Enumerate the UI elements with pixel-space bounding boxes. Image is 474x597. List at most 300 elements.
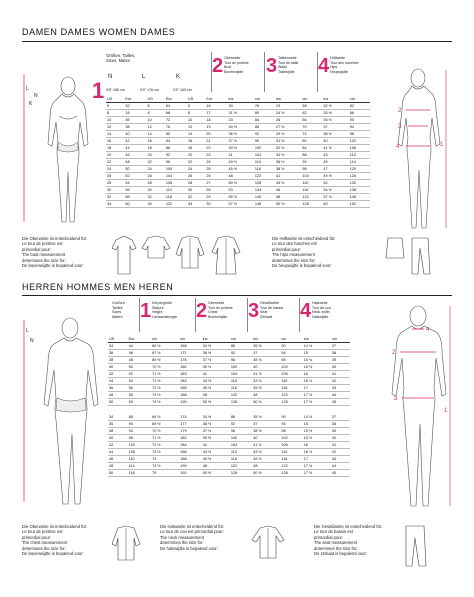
table-spacer-row xyxy=(108,406,350,414)
divider xyxy=(317,52,318,92)
table-cell: 24 xyxy=(147,166,165,173)
caption-line: Le tour de cou est primordial pour: xyxy=(160,529,224,535)
table-cell: 110 xyxy=(280,448,302,455)
table-row xyxy=(108,399,350,406)
table-cell: 53 xyxy=(228,187,254,194)
caption-line: De zitmaat is bepalend voor: xyxy=(314,551,368,557)
table-cell: 17 xyxy=(303,455,331,462)
table-cell: cm xyxy=(280,336,302,343)
measure-line: Gesäßweite xyxy=(260,301,280,305)
table-row xyxy=(108,462,350,469)
table-cell: 122 xyxy=(280,462,302,469)
table-row xyxy=(106,131,370,138)
table-cell: 94 xyxy=(349,124,370,131)
table-cell: 39 ½ xyxy=(202,364,230,371)
table-cell: 80 xyxy=(165,131,187,138)
table-cell: 92 xyxy=(230,350,252,357)
svg-text:1: 1 xyxy=(440,142,444,148)
table-cell: ins xyxy=(228,96,254,103)
table-cell: 80 xyxy=(301,138,322,145)
measure-line: Oberweite xyxy=(208,301,225,305)
table-cell: 28 xyxy=(205,187,227,194)
table-cell: 60 xyxy=(128,399,152,406)
table-cell: 43 ½ xyxy=(252,378,280,385)
table-cell: 98 xyxy=(280,427,302,434)
table-cell: 48 xyxy=(124,159,146,166)
table-cell: 50 xyxy=(108,469,128,476)
table-cell: 31 ½ xyxy=(228,110,254,117)
men-front-figure xyxy=(22,312,106,510)
women-caption-bust xyxy=(22,236,87,268)
table-cell: 22 xyxy=(205,145,227,152)
table-cell: 86 xyxy=(349,110,370,117)
table-cell: 92 xyxy=(165,152,187,159)
table-cell: 152 xyxy=(349,201,370,208)
table-cell: 46 xyxy=(128,350,152,357)
women-size-table xyxy=(106,96,370,208)
table-cell: 40 xyxy=(331,434,350,441)
svg-text:3: 3 xyxy=(394,396,398,402)
table-cell: 183 xyxy=(179,378,201,385)
divider xyxy=(211,52,212,92)
table-cell: 34 ½ xyxy=(275,152,301,159)
table-cell: 28 xyxy=(187,180,205,187)
table-cell: 96 xyxy=(254,138,275,145)
women-title-rule xyxy=(22,41,452,42)
skirt-icon xyxy=(386,238,404,258)
table-cell: 110 xyxy=(280,378,302,385)
table-cell: 96 xyxy=(230,427,252,434)
caption-line: Die Hüftweite ist entscheidend für: xyxy=(272,236,336,241)
men-garments-seat xyxy=(402,524,442,568)
table-cell: US xyxy=(106,96,124,103)
table-cell: 8 xyxy=(106,110,124,117)
table-cell: 28 xyxy=(106,180,124,187)
table-cell: 41 xyxy=(275,173,301,180)
table-cell: 42 xyxy=(331,448,350,455)
women-caption-hips xyxy=(272,236,336,268)
table-cell: 30 xyxy=(205,201,227,208)
table-cell: 45 ½ xyxy=(252,385,280,392)
caption-line: The neck measurement xyxy=(160,534,204,540)
table-cell: 70 ½ xyxy=(151,364,179,371)
table-cell: 104 xyxy=(230,441,252,448)
table-row xyxy=(106,138,370,145)
table-cell: 41 xyxy=(331,441,350,448)
table-cell: 41 ½ xyxy=(252,441,280,448)
table-cell: 22 xyxy=(147,159,165,166)
measure-line: Zitmaat xyxy=(260,314,272,319)
table-cell: cm xyxy=(349,96,370,103)
size-header-line: Sizes, Maten xyxy=(106,58,131,63)
table-row xyxy=(108,448,350,455)
table-cell: 15 xyxy=(303,420,331,427)
women-garments-bust xyxy=(112,234,264,276)
trousers-icon xyxy=(406,526,426,566)
measure-line: Tour des hanches xyxy=(330,60,359,65)
table-header-row xyxy=(108,336,350,343)
men-garments-neck xyxy=(252,524,308,564)
measure-line: Taillenweite xyxy=(278,56,297,60)
men-measure-number-2: 2 xyxy=(196,300,208,322)
table-cell: 48 xyxy=(228,173,254,180)
caption-line: primordial pour: xyxy=(22,534,52,540)
table-cell: 38 xyxy=(108,357,128,364)
table-cell: 48 xyxy=(252,462,280,469)
table-cell: 45 xyxy=(322,159,348,166)
table-header-row xyxy=(106,96,370,103)
table-cell: 16 xyxy=(303,371,331,378)
table-cell: 88 xyxy=(230,414,252,421)
table-cell: 43 xyxy=(331,455,350,462)
blouse-icon xyxy=(142,236,170,258)
table-cell: 132 xyxy=(349,180,370,187)
measure-line: Tour de bassin xyxy=(260,305,284,310)
table-cell: 37 ½ xyxy=(228,138,254,145)
measure-line: Körpergröße xyxy=(152,301,173,305)
table-cell: 128 xyxy=(280,469,302,476)
table-cell: 82 xyxy=(349,103,370,110)
table-cell: 50 xyxy=(124,166,146,173)
height-label-n: 5'8" 168 cm xyxy=(106,88,125,92)
size-header-line: Maten xyxy=(112,314,123,319)
size-header-line: Tailles xyxy=(112,305,123,310)
table-cell: 43 ½ xyxy=(202,378,230,385)
table-cell: 176 xyxy=(179,357,201,364)
measure-line: Height xyxy=(152,310,163,315)
table-cell: 122 xyxy=(230,462,252,469)
table-cell: 35 ½ xyxy=(252,343,280,350)
table-cell: 16 xyxy=(187,138,205,145)
caption-line: The chest measurement xyxy=(22,540,68,546)
height-label-k: 5'3" 160 cm xyxy=(173,88,192,92)
table-cell: Eur. xyxy=(124,96,146,103)
measure-line: Chest xyxy=(208,310,218,315)
table-cell: 88 xyxy=(230,343,252,350)
table-cell: 38 xyxy=(108,427,128,434)
caption-line: De bovenwijdte is bepalend voor: xyxy=(22,263,84,269)
caption-line: determines the size for: xyxy=(314,545,358,551)
measure-line: Halswijdte xyxy=(312,314,329,319)
table-cell: 39 xyxy=(331,357,350,364)
table-cell: 14 ½ xyxy=(303,414,331,421)
svg-text:N: N xyxy=(30,338,34,344)
table-cell: 70 ½ xyxy=(151,427,179,434)
table-cell: 41 xyxy=(228,152,254,159)
measure-line: Hüftweite xyxy=(330,56,345,60)
table-cell: 174 xyxy=(179,414,201,421)
table-cell: 17 ½ xyxy=(303,469,331,476)
table-cell: 21 xyxy=(205,138,227,145)
table-cell: 46 xyxy=(108,385,128,392)
table-cell: 126 xyxy=(349,173,370,180)
table-cell: 24 xyxy=(106,166,124,173)
table-cell: 64 xyxy=(165,103,187,110)
table-cell: 44 xyxy=(331,392,350,399)
table-cell: 27 xyxy=(205,180,227,187)
table-cell: 134 xyxy=(254,187,275,194)
table-cell: 50 ½ xyxy=(252,469,280,476)
height-label-l: 5'9" 176 cm xyxy=(140,88,159,92)
table-cell: 24 xyxy=(205,159,227,166)
measure-label-bust xyxy=(224,56,249,74)
men-garments-chest xyxy=(112,524,156,564)
table-cell: 102 xyxy=(128,441,152,448)
table-cell: 72 xyxy=(165,117,187,124)
table-cell: 44 xyxy=(108,378,128,385)
table-cell: 29 ½ xyxy=(275,131,301,138)
table-cell: 34 xyxy=(147,201,165,208)
table-cell: 45 ½ xyxy=(202,385,230,392)
table-cell: 37 xyxy=(252,350,280,357)
table-cell: 24 xyxy=(187,166,205,173)
caption-line: primordial pour: xyxy=(22,246,52,252)
table-cell: 146 xyxy=(349,194,370,201)
table-cell: 42 xyxy=(108,371,128,378)
table-cell: 110 xyxy=(301,180,322,187)
measure-number-1: 1 xyxy=(92,78,105,103)
table-cell: 128 xyxy=(230,399,252,406)
table-cell: 110 xyxy=(254,159,275,166)
table-cell: 128 xyxy=(230,469,252,476)
table-cell: 104 xyxy=(301,173,322,180)
svg-text:1: 1 xyxy=(444,408,448,414)
table-cell: 180 xyxy=(179,364,201,371)
table-row xyxy=(106,166,370,173)
table-cell: 52 xyxy=(322,180,348,187)
svg-text:4: 4 xyxy=(426,327,430,333)
table-cell: 36 xyxy=(108,350,128,357)
measure-line: Halsweite xyxy=(312,301,328,305)
table-cell: 48 xyxy=(128,357,152,364)
table-cell: 40 xyxy=(124,131,146,138)
table-cell: 98 xyxy=(349,131,370,138)
table-cell: 182 xyxy=(179,434,201,441)
table-cell: 34 ½ xyxy=(228,124,254,131)
table-cell: 32 xyxy=(187,194,205,201)
table-cell: 138 xyxy=(349,187,370,194)
table-cell: 15 xyxy=(303,350,331,357)
table-cell: ins xyxy=(151,336,179,343)
table-cell: 67 ½ xyxy=(151,350,179,357)
table-cell: 26 xyxy=(106,173,124,180)
table-cell: 37 ½ xyxy=(202,357,230,364)
table-row xyxy=(108,350,350,357)
table-cell: 34 xyxy=(124,110,146,117)
table-cell: 32 xyxy=(106,194,124,201)
table-cell: 186 xyxy=(179,448,201,455)
table-cell: 122 xyxy=(230,392,252,399)
table-cell: 84 xyxy=(165,138,187,145)
table-cell: 68 ½ xyxy=(151,414,179,421)
men-measure-label-neck xyxy=(312,301,331,319)
table-row xyxy=(108,414,350,421)
table-cell: 66 xyxy=(301,117,322,124)
table-cell: 58 xyxy=(301,103,322,110)
table-cell: 114 xyxy=(349,159,370,166)
table-row xyxy=(106,110,370,117)
table-cell: 108 xyxy=(165,180,187,187)
table-cell: 42 xyxy=(108,441,128,448)
table-cell: 100 xyxy=(230,364,252,371)
table-row xyxy=(106,117,370,124)
measure-line: Tour de taille xyxy=(278,60,299,65)
table-cell: 40 xyxy=(322,138,348,145)
table-cell: 146 xyxy=(254,201,275,208)
table-cell: 25 xyxy=(205,166,227,173)
table-cell: 36 xyxy=(108,420,128,427)
table-cell: 54 ½ xyxy=(322,187,348,194)
measure-line: Tour de poitrine xyxy=(208,305,233,310)
table-row xyxy=(108,343,350,350)
table-cell: 37 xyxy=(331,414,350,421)
table-cell: 76 xyxy=(254,103,275,110)
table-cell: 88 xyxy=(165,145,187,152)
table-cell: 110 xyxy=(230,378,252,385)
men-section-title: HERREN HOMMES MEN HEREN xyxy=(22,282,174,292)
table-cell: 12 xyxy=(106,124,124,131)
table-cell: 46 xyxy=(124,152,146,159)
table-cell: 38 xyxy=(331,350,350,357)
table-cell: 28 xyxy=(147,180,165,187)
table-cell: ins xyxy=(322,96,348,103)
table-cell: 88 xyxy=(254,124,275,131)
table-cell: 55 ½ xyxy=(228,194,254,201)
table-cell: 58 xyxy=(124,194,146,201)
table-cell: 179 xyxy=(179,427,201,434)
table-cell: 26 xyxy=(147,173,165,180)
table-cell: 23 xyxy=(205,152,227,159)
caption-line: primordial pour: xyxy=(272,246,302,252)
table-cell: 73 ½ xyxy=(151,448,179,455)
men-measure-number-1: 1 xyxy=(140,300,152,322)
measure-number-2: 2 xyxy=(212,55,224,77)
table-cell: 32 xyxy=(124,103,146,110)
table-cell: 47 xyxy=(322,166,348,173)
table-cell: 57 ½ xyxy=(228,201,254,208)
men-measure-label-chest xyxy=(208,301,233,319)
caption-line: primordial pour: xyxy=(314,534,344,540)
table-cell: 42 xyxy=(331,378,350,385)
table-row xyxy=(106,180,370,187)
table-row xyxy=(108,364,350,371)
table-cell: 68 xyxy=(165,110,187,117)
table-cell: 40 xyxy=(331,364,350,371)
table-cell: 66 ½ xyxy=(151,343,179,350)
table-cell: 116 xyxy=(301,187,322,194)
table-row xyxy=(106,124,370,131)
table-cell: 104 xyxy=(230,371,252,378)
table-cell: 92 xyxy=(254,131,275,138)
table-cell: 40 xyxy=(252,364,280,371)
measure-line: Bovenwijdte xyxy=(208,314,228,319)
table-row xyxy=(108,385,350,392)
men-measure-number-3: 3 xyxy=(248,300,260,322)
table-cell: 128 xyxy=(301,201,322,208)
table-cell: 38 xyxy=(124,124,146,131)
table-cell: 16 xyxy=(303,441,331,448)
table-cell: 100 xyxy=(165,166,187,173)
table-cell: 31 ½ xyxy=(275,138,301,145)
table-cell: 36 xyxy=(124,117,146,124)
table-cell: 34 xyxy=(108,343,128,350)
table-cell: 34 xyxy=(106,201,124,208)
table-cell: 114 xyxy=(128,462,152,469)
table-cell: 44 xyxy=(124,145,146,152)
caption-line: determines the size for: xyxy=(22,545,66,551)
table-cell: 10 xyxy=(147,117,165,124)
table-cell: 16 xyxy=(106,138,124,145)
table-cell: 45 ½ xyxy=(252,455,280,462)
table-cell: 46 xyxy=(108,455,128,462)
women-section-title: DAMEN DAMES WOMEN DAMES xyxy=(22,27,176,37)
table-cell: 90 xyxy=(280,414,302,421)
table-cell: 45 xyxy=(331,399,350,406)
measure-line: Bovenwijdte xyxy=(224,69,244,74)
table-cell: 84 xyxy=(301,145,322,152)
table-cell: 50 ½ xyxy=(275,201,301,208)
table-cell: 41 xyxy=(202,441,230,448)
table-cell: US xyxy=(187,96,205,103)
table-cell: 57 ½ xyxy=(322,194,348,201)
table-cell: 37 xyxy=(322,124,348,131)
caption-line: The bust measurement xyxy=(22,252,66,258)
table-cell: 118 xyxy=(165,194,187,201)
table-row xyxy=(108,392,350,399)
men-title-rule xyxy=(22,295,452,296)
table-cell: 183 xyxy=(179,371,201,378)
table-cell: 14 ½ xyxy=(303,343,331,350)
table-cell: 116 xyxy=(280,385,302,392)
table-row xyxy=(108,371,350,378)
table-cell: 92 xyxy=(230,420,252,427)
men-measure-label-seat xyxy=(260,301,283,319)
table-cell: 74 xyxy=(151,455,179,462)
table-cell: 104 xyxy=(254,152,275,159)
table-cell: 58 xyxy=(128,392,152,399)
table-cell: 140 xyxy=(254,194,275,201)
measure-line: Waist xyxy=(278,65,287,70)
measure-line: Stature xyxy=(152,305,164,310)
table-cell: 122 xyxy=(165,201,187,208)
caption-line: Die Gesäßweite ist entscheidend für: xyxy=(314,524,383,529)
table-cell: 60 xyxy=(124,201,146,208)
table-cell: 36 ½ xyxy=(275,159,301,166)
table-cell: 54 xyxy=(128,378,152,385)
table-cell: 122 xyxy=(301,194,322,201)
table-cell: 74 ½ xyxy=(151,462,179,469)
svg-text:3: 3 xyxy=(398,124,402,130)
table-cell: 50 ½ xyxy=(252,399,280,406)
table-cell: 33 xyxy=(228,117,254,124)
table-cell: 100 xyxy=(230,434,252,441)
table-cell: cm xyxy=(331,336,350,343)
table-cell: Eur. xyxy=(165,96,187,103)
table-cell: 106 xyxy=(280,441,302,448)
table-cell: 177 xyxy=(179,420,201,427)
measure-number-4: 4 xyxy=(318,55,330,77)
table-cell: 36 ½ xyxy=(202,350,230,357)
table-row xyxy=(108,441,350,448)
table-cell: 12 xyxy=(187,124,205,131)
table-cell: 94 xyxy=(128,427,152,434)
caption-line: The hips measurement xyxy=(272,252,315,258)
table-cell: 48 xyxy=(202,392,230,399)
table-cell: US xyxy=(147,96,165,103)
table-cell: 16 xyxy=(205,103,227,110)
table-cell: 8 xyxy=(147,103,165,110)
table-cell: 171 xyxy=(179,350,201,357)
